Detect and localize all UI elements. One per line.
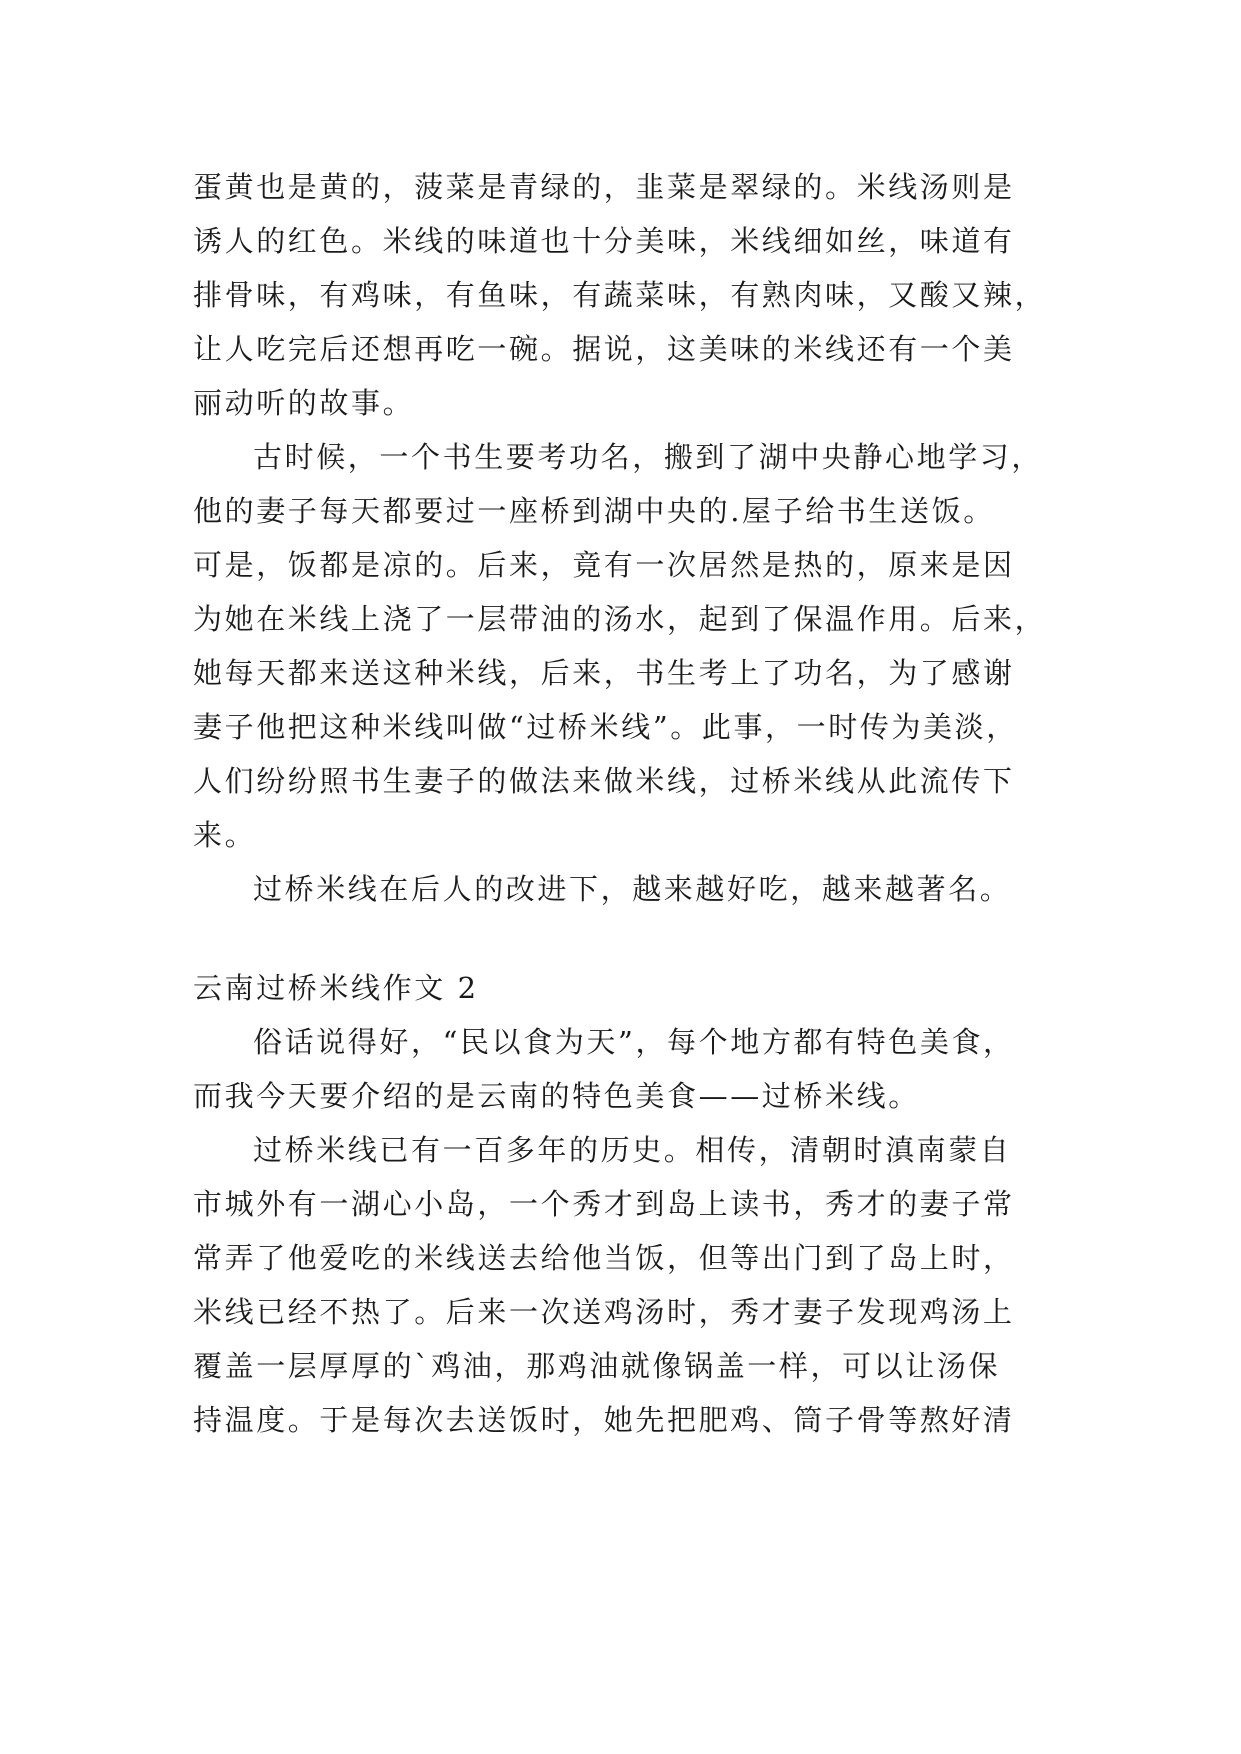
text-line: 过桥米线已有一百多年的历史。相传，清朝时滇南蒙自 bbox=[253, 1133, 1012, 1167]
text-line: 诱人的红色。米线的味道也十分美味，米线细如丝，味道有 bbox=[193, 224, 1015, 258]
text-line: 蛋黄也是黄的，菠菜是青绿的，韭菜是翠绿的。米线汤则是 bbox=[193, 170, 1015, 204]
text-line: 古时候，一个书生要考功名，搬到了湖中央静心地学习， bbox=[253, 440, 1044, 474]
text-line: 丽动听的故事。 bbox=[193, 386, 415, 420]
paragraph bbox=[193, 862, 1053, 916]
text-line: 排骨味，有鸡味，有鱼味，有蔬菜味，有熟肉味，又酸又辣， bbox=[193, 278, 1047, 312]
text-line: 米线已经不热了。后来一次送鸡汤时，秀才妻子发现鸡汤上 bbox=[193, 1295, 1015, 1329]
text-line: 而我今天要介绍的是云南的特色美食——过桥米线。 bbox=[193, 1079, 920, 1113]
text-line: 过桥米线在后人的改进下，越来越好吃，越来越著名。 bbox=[253, 872, 1012, 906]
text-line: 覆盖一层厚厚的`鸡油，那鸡油就像锅盖一样，可以让汤保 bbox=[193, 1349, 1001, 1383]
paragraph bbox=[193, 1015, 1053, 1123]
text-line: 她每天都来送这种米线，后来，书生考上了功名，为了感谢 bbox=[193, 656, 1015, 690]
text-line: 常弄了他爱吃的米线送去给他当饭，但等出门到了岛上时， bbox=[193, 1241, 1015, 1275]
paragraph bbox=[193, 430, 1053, 862]
paragraph bbox=[193, 1123, 1053, 1447]
text-line: 可是，饭都是凉的。后来，竟有一次居然是热的，原来是因 bbox=[193, 548, 1015, 582]
text-line: 俗话说得好，“民以食为天”，每个地方都有特色美食， bbox=[253, 1025, 1015, 1059]
text-line: 为她在米线上浇了一层带油的汤水，起到了保温作用。后来， bbox=[193, 602, 1047, 636]
text-line: 人们纷纷照书生妻子的做法来做米线，过桥米线从此流传下 bbox=[193, 764, 1015, 798]
text-line: 妻子他把这种米线叫做“过桥米线”。此事，一时传为美淡， bbox=[193, 710, 1018, 744]
document-body bbox=[193, 160, 1053, 1447]
section-heading: 云南过桥米线作文 2 bbox=[193, 971, 479, 1005]
text-line: 持温度。于是每次去送饭时，她先把肥鸡、筒子骨等熬好清 bbox=[193, 1403, 1015, 1437]
section-spacer bbox=[193, 916, 1053, 961]
text-line: 市城外有一湖心小岛，一个秀才到岛上读书，秀才的妻子常 bbox=[193, 1187, 1015, 1221]
paragraph bbox=[193, 160, 1053, 430]
text-line: 他的妻子每天都要过一座桥到湖中央的.屋子给书生送饭。 bbox=[193, 494, 995, 528]
text-line: 来。 bbox=[193, 818, 257, 852]
text-line: 让人吃完后还想再吃一碗。据说，这美味的米线还有一个美 bbox=[193, 332, 1015, 366]
